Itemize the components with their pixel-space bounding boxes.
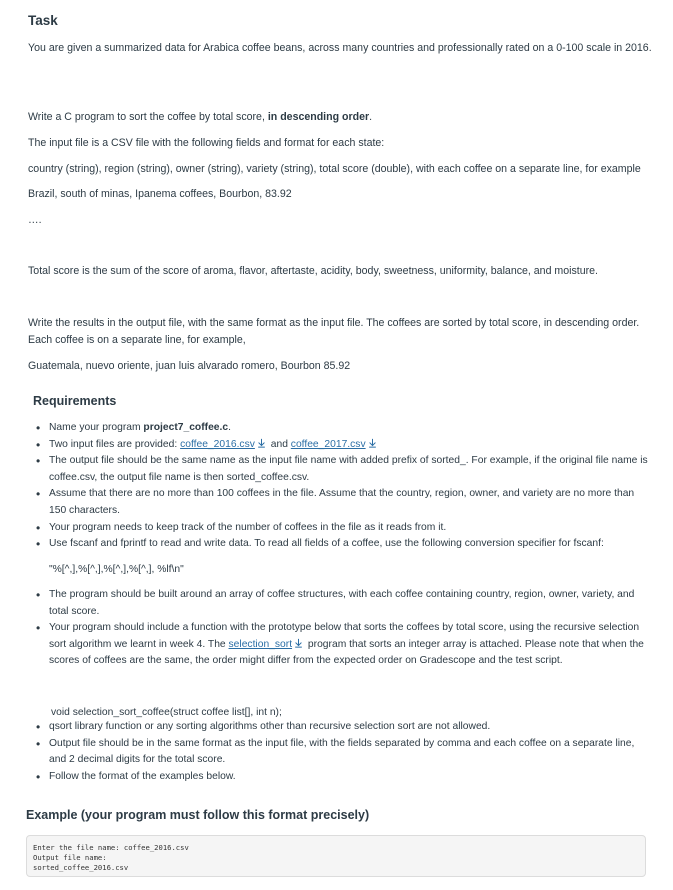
- requirement-item: • Follow the format of the examples below.: [36, 769, 652, 786]
- example-input-line: Brazil, south of minas, Ipanema coffees, Bourbon, 83.92: [28, 188, 292, 200]
- requirements-list-middle: [36, 587, 652, 670]
- selection-sort-link[interactable]: selection_sort: [228, 638, 293, 650]
- requirement-item: [36, 620, 652, 670]
- requirement-period: .: [228, 422, 231, 433]
- write-program-period: .: [369, 111, 373, 123]
- input-file-paragraph: The input file is a CSV file with the following fields and format for each state:: [28, 137, 385, 149]
- requirements-list-bottom: [36, 719, 652, 785]
- requirement-item: • Output file should be in the same format as the input file, with the fields separated by comma and each coffee on a separate line, and 2 decimal digits for the total score.: [36, 736, 652, 769]
- intro-paragraph: You are given a summarized data for Arabica coffee beans, across many countries and professionally rated on a 0-100 scale in 2016.: [28, 42, 652, 54]
- coffee-2017-link[interactable]: coffee_2017.csv: [290, 438, 366, 450]
- requirement-item: [36, 437, 652, 454]
- requirements-list-top: [36, 420, 652, 553]
- code-line: sorted_coffee_2016.csv: [33, 863, 129, 872]
- total-score-paragraph: Total score is the sum of the score of aroma, flavor, aftertaste, acidity, body, sweetness, uniformity, balance, and moisture.: [28, 265, 598, 277]
- task-heading: Task: [28, 13, 58, 28]
- requirement-text: Name your program: [49, 422, 144, 433]
- requirement-item: • The program should be built around an array of coffee structures, with each coffee containing country, region, owner, variety, and total score.: [36, 587, 652, 620]
- example-output-line: Guatemala, nuevo oriente, juan luis alvarado romero, Bourbon 85.92: [28, 360, 351, 372]
- requirements-heading: Requirements: [33, 394, 117, 408]
- function-prototype: void selection_sort_coffee(struct coffee list[], int n);: [51, 707, 282, 718]
- requirement-text: and: [267, 438, 291, 450]
- download-icon[interactable]: [368, 438, 377, 448]
- fields-paragraph: country (string), region (string), owner (string), variety (string), total score (double), with each coffee on a separate line, for example: [28, 163, 641, 175]
- example-heading: Example (your program must follow this format precisely): [26, 808, 370, 822]
- code-line: Enter the file name: coffee_2016.csv: [33, 843, 189, 852]
- requirement-item: • Use fscanf and fprintf to read and write data. To read all fields of a coffee, use the following conversion specifier for fscanf:: [36, 536, 652, 553]
- code-line: Output file name:: [33, 853, 107, 862]
- fscanf-specifier: "%[^,],%[^,],%[^,],%[^,], %lf\n": [49, 564, 184, 575]
- requirement-text: Two input files are provided:: [49, 438, 181, 450]
- example-code-block: [26, 835, 646, 877]
- requirement-item: • qsort library function or any sorting algorithms other than recursive selection sort are not allowed.: [36, 719, 652, 736]
- coffee-2016-link[interactable]: coffee_2016.csv: [180, 438, 255, 450]
- requirement-item: • Your program needs to keep track of the number of coffees in the file as it reads from it.: [36, 520, 652, 537]
- requirement-text: Your program should include a function with the prototype below that sorts the coffees by total score, using the recursive selection sort algorithm we learnt in week 4. The: [49, 622, 640, 650]
- download-icon[interactable]: [294, 638, 303, 648]
- requirement-item: • The output file should be the same name as the input file name with added prefix of sorted_. For example, if the original file name is coffee.csv, the output file name is then sorted_coffee.csv.: [36, 453, 652, 486]
- program-name: project7_coffee.c: [143, 422, 229, 433]
- requirement-text: program that sorts an integer array is attached. Please note that when the scores of coffees are the same, the order might differ from the expected order on Gradescope and the test script.: [49, 638, 644, 667]
- requirement-item: [36, 420, 652, 437]
- descending-order-emphasis: in descending order: [267, 111, 370, 123]
- write-program-text: Write a C program to sort the coffee by total score,: [28, 111, 268, 123]
- requirement-item: • Assume that there are no more than 100 coffees in the file. Assume that the country, region, owner, and variety are no more than 150 characters.: [36, 486, 652, 519]
- write-program-paragraph: [28, 109, 658, 126]
- ellipsis-line: ….: [28, 214, 42, 226]
- download-icon[interactable]: [257, 438, 266, 448]
- output-paragraph: Write the results in the output file, with the same format as the input file. The coffees are sorted by total score, in descending order. Each coffee is on a separate line, for example,: [28, 317, 640, 346]
